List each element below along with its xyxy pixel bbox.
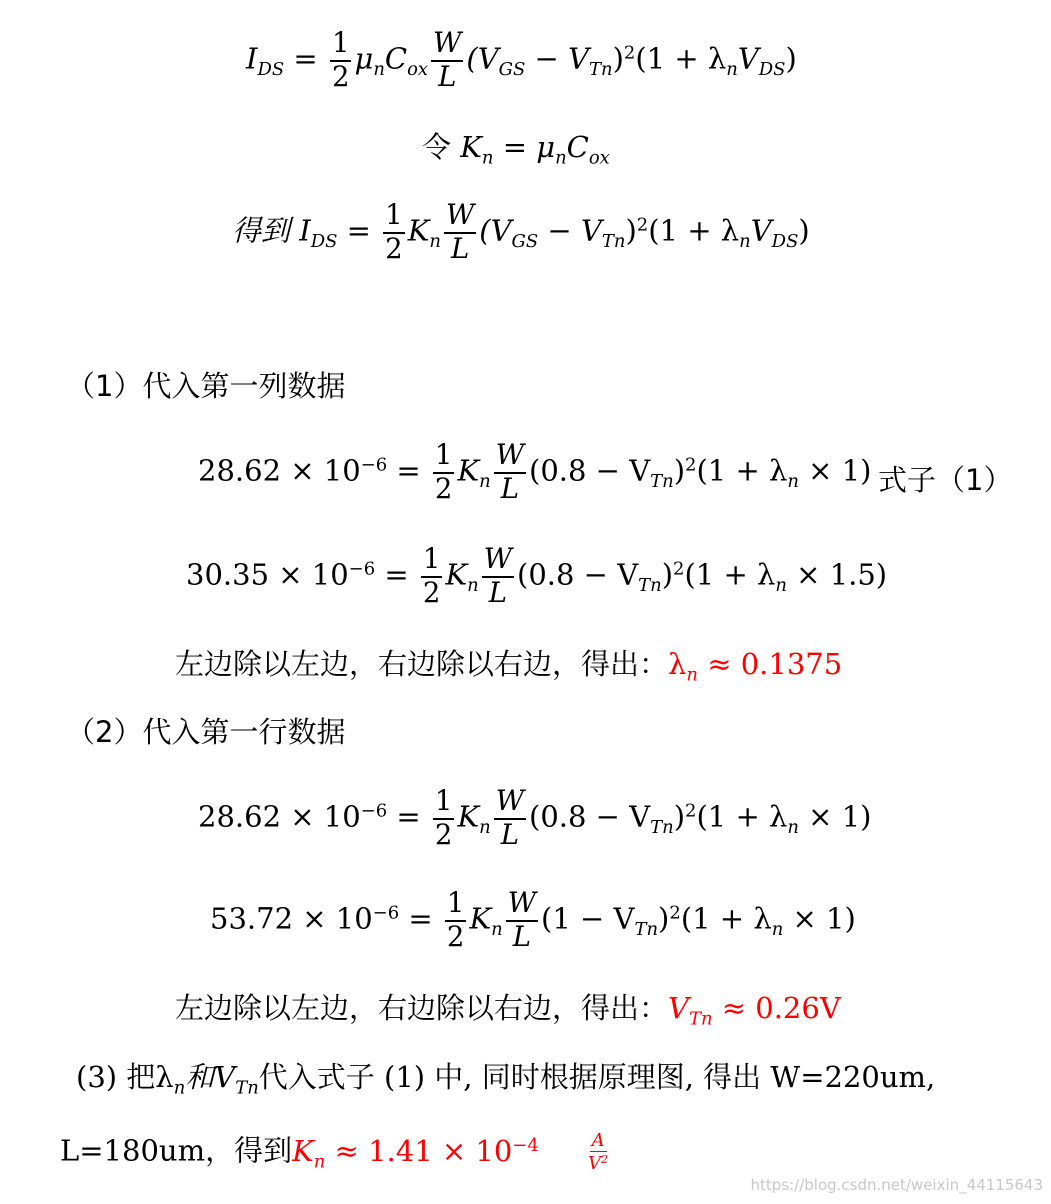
- formula-subscript: Tn: [589, 58, 613, 80]
- formula-exponent: 2: [685, 800, 697, 822]
- equation-value: 30.35 × 10: [186, 557, 349, 592]
- formula-term: × 1): [798, 453, 872, 488]
- formula-subscript: DS: [257, 58, 285, 80]
- fraction-numerator: 1: [421, 546, 443, 578]
- formula-subscript: Tn: [634, 918, 659, 940]
- fraction: [482, 543, 514, 609]
- formula-exponent: 2: [673, 558, 685, 580]
- formula-symbol: I: [246, 41, 258, 76]
- formula-symbol: K: [460, 130, 482, 164]
- formula-term: × 1): [798, 799, 872, 834]
- formula-subscript: n: [739, 230, 751, 252]
- formula-term: − V: [525, 41, 590, 76]
- formula-term: (1 + λ: [696, 799, 788, 834]
- result-value: $V_{Tn} \approx 0.26V$: [668, 991, 841, 1030]
- formula-subscript: Tn: [650, 816, 674, 838]
- fraction-denominator: 2: [422, 576, 441, 609]
- formula-term: ): [612, 41, 624, 76]
- formula-operator: =: [337, 213, 381, 248]
- unit-numerator: A: [591, 1130, 605, 1151]
- step2-conclusion: [175, 991, 841, 1030]
- fraction-denominator: L: [450, 232, 470, 265]
- formula-symbol: K: [469, 901, 492, 936]
- fraction: [494, 439, 526, 505]
- formula-term: ): [661, 557, 674, 592]
- fraction-numerator: W: [444, 202, 476, 234]
- fraction-denominator: L: [512, 920, 532, 953]
- formula-term: − V: [538, 213, 602, 248]
- formula-exponent: 2: [623, 42, 636, 64]
- formula-symbol: I: [299, 213, 311, 248]
- formula-subscript: ox: [588, 147, 610, 169]
- step3-text: 和V: [185, 1060, 236, 1094]
- formula-subscript: n: [775, 574, 787, 596]
- fraction-numerator: 1: [330, 30, 352, 62]
- fraction-numerator: W: [482, 546, 514, 578]
- fraction: [421, 543, 443, 609]
- fraction-numerator: W: [494, 442, 526, 474]
- formula-subscript: DS: [310, 230, 338, 252]
- formula-term: (0.8 − V: [529, 799, 651, 834]
- formula-term: (1 + λ: [696, 453, 788, 488]
- formula-term: (V: [479, 213, 512, 248]
- step2-equation-2: $53.72 \times 10^{-6}$ = $\frac{1}{2}$ $K_n$ $\frac{W}{L}$ $(1 - V_{Tn})^2(1 + \lambda_n \times 1)$: [210, 887, 856, 953]
- fraction: [330, 27, 352, 93]
- step2-equation-1: $28.62 \times 10^{-6}$ = $\frac{1}{2}$ $K_n$ $\frac{W}{L}$ $(0.8 - V_{Tn})^2(1 + \lambda_n \times 1)$: [198, 785, 872, 851]
- step3-text: 代入式子 (1) 中, 同时根据原理图, 得出 W=220um,: [258, 1060, 936, 1094]
- formula-subscript: n: [479, 470, 491, 492]
- step3-text: (3) 把λ: [76, 1060, 174, 1094]
- formula-subscript: DS: [758, 58, 786, 80]
- formula-term: (0.8 − V: [517, 557, 639, 592]
- formula-symbol: K: [445, 557, 468, 592]
- unit-denominator: $V^2$: [588, 1153, 609, 1175]
- formula-term: (0.8 − V: [529, 453, 651, 488]
- fraction: [445, 887, 467, 953]
- equation-value: 28.62 × 10: [198, 453, 361, 488]
- formula-term: ): [658, 901, 670, 936]
- formula-exponent: −6: [372, 902, 400, 924]
- formula-subscript: ox: [407, 58, 429, 80]
- formula-symbol: K: [407, 213, 430, 248]
- step1-equation-2: $30.35 \times 10^{-6}$ = $\frac{1}{2}$ $K_n$ $\frac{W}{L}$ $(0.8 - V_{Tn})^2(1 + \lambda_n \times 1.5)$: [186, 543, 888, 609]
- formula-term: ): [798, 213, 810, 248]
- let-line: [422, 130, 610, 169]
- fraction-denominator: L: [500, 472, 520, 505]
- formula-subscript: n: [726, 58, 738, 80]
- formula-subscript: Tn: [650, 470, 674, 492]
- formula-term: (1 + λ: [635, 41, 727, 76]
- fraction: [444, 199, 476, 265]
- fraction-numerator: 1: [445, 890, 467, 922]
- step1-heading: （1）代入第一列数据: [66, 369, 346, 403]
- formula-exponent: −6: [360, 800, 388, 822]
- formula-subscript: n: [467, 574, 479, 596]
- equation-value: 53.72 × 10: [210, 901, 373, 936]
- fraction-numerator: W: [494, 788, 526, 820]
- formula-symbol: V: [737, 41, 759, 76]
- formula-subscript: n: [373, 58, 385, 80]
- formula-term: (1 + λ: [684, 557, 776, 592]
- formula-subscript: GS: [511, 230, 539, 252]
- fraction-numerator: 1: [433, 788, 455, 820]
- formula-exponent: 2: [669, 902, 681, 924]
- equation-label: 式子（1）: [878, 463, 1013, 497]
- formula-symbol: K: [457, 453, 480, 488]
- formula-term: × 1.5): [786, 557, 888, 592]
- formula-exponent: 2: [685, 454, 697, 476]
- step2-heading: （2）代入第一行数据: [66, 715, 346, 749]
- formula-term: × 1): [783, 901, 856, 936]
- formula-term: (V: [466, 41, 499, 76]
- watermark: https://blog.csdn.net/weixin_44115643: [750, 1176, 1043, 1194]
- formula-subscript: n: [491, 918, 503, 940]
- formula-term: (1 + λ: [648, 213, 740, 248]
- formula-subscript: Tn: [601, 230, 626, 252]
- fraction-numerator: W: [431, 30, 463, 62]
- formula-subscript: n: [429, 230, 441, 252]
- fraction: [431, 27, 463, 93]
- formula-symbol: μ: [354, 41, 374, 76]
- result-value: $K_n \approx 1.41 \times 10^{-4}$: [292, 1133, 539, 1172]
- conclusion-text: 左边除以左边，右边除以右边，得出：: [175, 991, 669, 1025]
- step3-line-1: [76, 1060, 936, 1099]
- fraction-denominator: L: [500, 818, 520, 851]
- formula-term: ): [785, 41, 797, 76]
- formula-subscript: Tn: [638, 574, 662, 596]
- result-formula: [232, 199, 810, 265]
- step1-conclusion: [175, 647, 843, 686]
- conclusion-text: 左边除以左边，右边除以右边，得出：: [175, 647, 669, 681]
- unit-fraction: [586, 1132, 610, 1173]
- fraction: [494, 785, 526, 851]
- fraction: [433, 439, 455, 505]
- formula-subscript: n: [481, 147, 494, 169]
- fraction-denominator: 2: [446, 920, 465, 953]
- formula-subscript: n: [479, 816, 491, 838]
- formula-symbol: C: [566, 130, 589, 164]
- fraction-denominator: L: [438, 60, 457, 93]
- fraction: [383, 199, 405, 265]
- formula-exponent: −6: [360, 454, 388, 476]
- formula-subscript: Tn: [235, 1077, 259, 1099]
- formula-term: ): [673, 799, 686, 834]
- formula-operator: =: [284, 41, 327, 76]
- formula-subscript: n: [555, 147, 567, 169]
- fraction-denominator: L: [488, 576, 508, 609]
- fraction: [506, 887, 538, 953]
- formula-subscript: n: [771, 918, 784, 940]
- formula-operator: = μ: [493, 130, 556, 164]
- fraction-numerator: 1: [433, 442, 455, 474]
- formula-term: ): [673, 453, 686, 488]
- formula-term: ): [625, 213, 637, 248]
- result-value: $\lambda_n \approx 0.1375$: [668, 647, 843, 686]
- formula-subscript: n: [787, 470, 799, 492]
- fraction-denominator: 2: [331, 60, 350, 93]
- formula-subscript: GS: [498, 58, 526, 80]
- result-word: 得到: [232, 213, 291, 248]
- main-formula: [246, 27, 797, 93]
- let-word: 令: [422, 130, 452, 164]
- step3-text: L=180um，得到: [60, 1133, 293, 1168]
- formula-subscript: n: [787, 816, 799, 838]
- formula-subscript: DS: [771, 230, 799, 252]
- formula-symbol: C: [384, 41, 408, 76]
- formula-term: (1 + λ: [680, 901, 772, 936]
- formula-symbol: K: [457, 799, 480, 834]
- fraction-denominator: 2: [434, 818, 453, 851]
- fraction-numerator: 1: [383, 202, 405, 234]
- formula-term: (1 − V: [541, 901, 635, 936]
- formula-exponent: 2: [636, 214, 649, 236]
- step3-line-2: [60, 1132, 613, 1173]
- fraction-numerator: W: [506, 890, 538, 922]
- formula-subscript: n: [173, 1077, 186, 1099]
- formula-exponent: −6: [348, 558, 376, 580]
- fraction: [433, 785, 455, 851]
- equation-value: 28.62 × 10: [198, 799, 361, 834]
- fraction-denominator: 2: [434, 472, 453, 505]
- formula-symbol: V: [750, 213, 772, 248]
- fraction-denominator: 2: [385, 232, 403, 265]
- step1-equation-1: $28.62 \times 10^{-6}$ = $\frac{1}{2}$ $K_n$ $\frac{W}{L}$ $(0.8 - V_{Tn})^2(1 + \lambda_n \times 1)$: [198, 439, 872, 505]
